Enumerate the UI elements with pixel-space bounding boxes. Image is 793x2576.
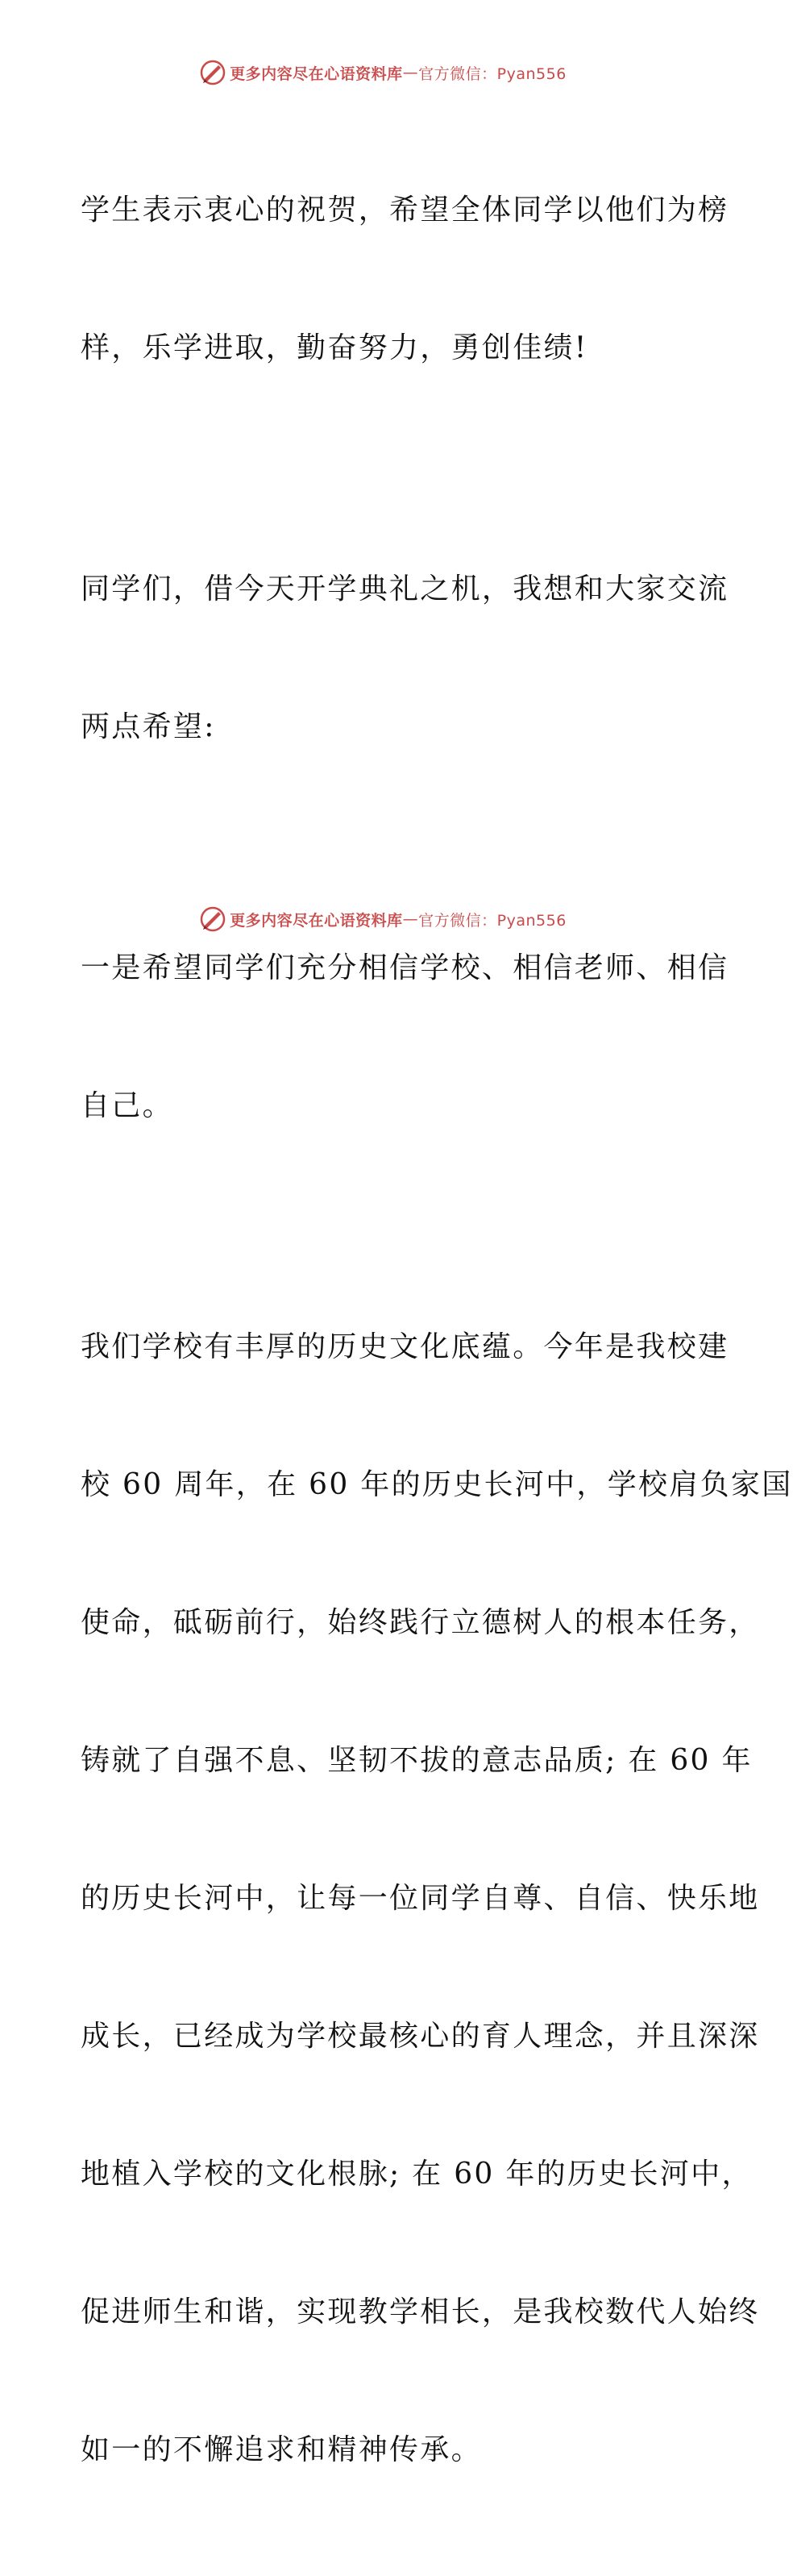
header-banner-wechat: 官方微信：Pyan556 — [418, 65, 567, 83]
footer-banner-site: 更多内容尽在心语资料库 — [230, 911, 403, 930]
paragraph-4 — [81, 1232, 793, 2565]
text-line: 校 60 周年，在 60 年的历史长河中，学校肩负家国 — [81, 1468, 793, 1501]
text-line: 两点希望: — [81, 710, 216, 743]
paragraph-2 — [81, 474, 729, 842]
text-line: 样，乐学进取，勤奋努力，勇创佳绩! — [81, 331, 588, 364]
text-line: 学生表示衷心的祝贺，希望全体同学以他们为榜 — [81, 194, 729, 227]
paragraph-1 — [81, 95, 729, 463]
footer-banner-separator: — — [402, 910, 419, 928]
text-line: 成长，已经成为学校最核心的育人理念，并且深深 — [81, 2020, 760, 2053]
footer-banner-wechat: 官方微信：Pyan556 — [418, 911, 567, 930]
text-line: 的历史长河中，让每一位同学自尊、自信、快乐地 — [81, 1882, 760, 1915]
footer-banner — [0, 903, 766, 935]
text-line: 使命，砥砺前行，始终践行立德树人的根本任务， — [81, 1606, 760, 1639]
text-line: 我们学校有丰厚的历史文化底蕴。今年是我校建 — [81, 1330, 729, 1363]
header-banner-site: 更多内容尽在心语资料库 — [230, 65, 403, 83]
header-banner — [0, 56, 766, 89]
text-line: 一是希望同学们充分相信学校、相信老师、相信 — [81, 951, 729, 984]
text-line: 铸就了自强不息、坚韧不拔的意志品质; 在 60 年 — [81, 1744, 753, 1777]
text-line: 自己。 — [81, 1089, 173, 1122]
document-body — [81, 95, 793, 2576]
header-banner-separator: — — [402, 64, 419, 81]
pen-logo-icon — [199, 905, 226, 933]
text-line: 如一的不懈追求和精神传承。 — [81, 2433, 482, 2466]
text-line: 同学们，借今天开学典礼之机，我想和大家交流 — [81, 572, 729, 606]
text-line: 地植入学校的文化根脉; 在 60 年的历史长河中， — [81, 2158, 753, 2191]
pen-logo-icon — [199, 59, 226, 86]
text-line: 促进师生和谐，实现教学相长，是我校数代人始终 — [81, 2295, 760, 2328]
